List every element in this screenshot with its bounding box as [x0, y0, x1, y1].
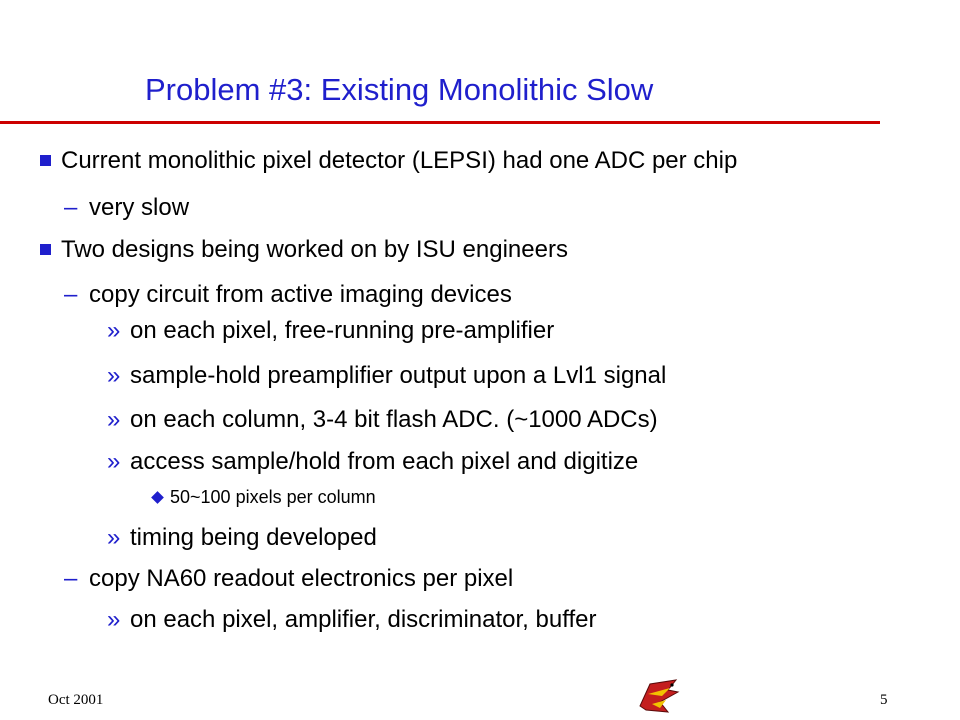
bullet-line-6: sample-hold preamplifier output upon a Lvl1 signal — [130, 362, 667, 389]
dash-bullet-icon: – — [64, 194, 78, 221]
bullet-line-11: copy NA60 readout electronics per pixel — [89, 565, 514, 592]
slide-title: Problem #3: Existing Monolithic Slow — [145, 72, 654, 107]
bullet-line-3: Two designs being worked on by ISU engineers — [61, 236, 568, 263]
bullet-line-4: copy circuit from active imaging devices — [89, 281, 512, 308]
square-bullet-icon — [40, 155, 51, 166]
bullet-line-7: on each column, 3-4 bit flash ADC. (~1000 ADCs) — [130, 406, 658, 433]
title-divider — [0, 121, 880, 124]
bullet-line-9: 50~100 pixels per column — [170, 487, 376, 507]
page-number: 5 — [880, 692, 888, 708]
footer-date: Oct 2001 — [48, 692, 104, 708]
square-bullet-icon — [40, 244, 51, 255]
bullet-line-8: access sample/hold from each pixel and digitize — [130, 448, 639, 475]
iowa-state-cyclone-logo-icon — [632, 676, 682, 716]
bullet-line-5: on each pixel, free-running pre-amplifier — [130, 317, 555, 344]
bullet-line-2: very slow — [89, 194, 190, 221]
raquo-bullet-icon: » — [107, 448, 121, 475]
diamond-bullet-icon — [151, 491, 164, 504]
bullet-line-12: on each pixel, amplifier, discriminator, buffer — [130, 606, 597, 633]
raquo-bullet-icon: » — [107, 606, 121, 633]
raquo-bullet-icon: » — [107, 362, 121, 389]
bullet-line-10: timing being developed — [130, 524, 377, 551]
raquo-bullet-icon: » — [107, 317, 121, 344]
dash-bullet-icon: – — [64, 565, 78, 592]
dash-bullet-icon: – — [64, 281, 78, 308]
bullet-line-1: Current monolithic pixel detector (LEPSI) had one ADC per chip — [61, 147, 738, 174]
raquo-bullet-icon: » — [107, 406, 121, 433]
raquo-bullet-icon: » — [107, 524, 121, 551]
